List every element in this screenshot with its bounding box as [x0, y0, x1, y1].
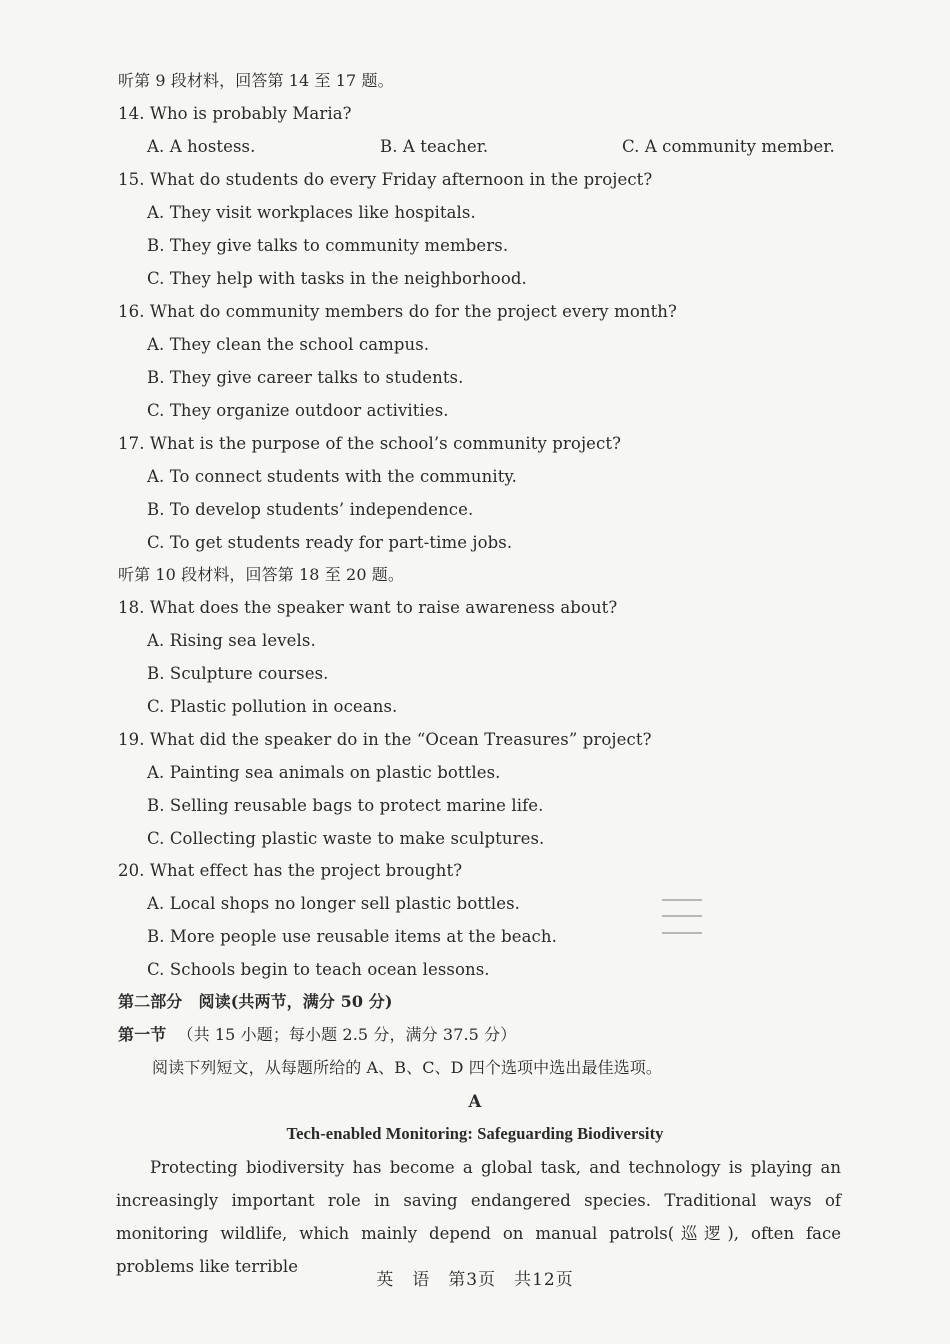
question-19-stem: 19. What did the speaker do in the “Ocean Treasures” project? — [118, 730, 652, 749]
q19-option-b: B. Selling reusable bags to protect marine life. — [147, 796, 544, 815]
q18-option-c: C. Plastic pollution in oceans. — [147, 697, 398, 716]
scan-mark — [662, 932, 702, 934]
q14-option-c: C. A community member. — [622, 137, 835, 156]
q15-option-c: C. They help with tasks in the neighborhood. — [147, 269, 527, 288]
q17-option-b: B. To develop students’ independence. — [147, 500, 474, 519]
question-14-options — [147, 133, 847, 161]
q17-option-c: C. To get students ready for part-time jobs. — [147, 533, 513, 552]
section-1-line — [118, 1021, 516, 1049]
q18-option-a: A. Rising sea levels. — [147, 631, 316, 650]
passage-text: Protecting biodiversity has become a global task, and technology is playing an increasingly important role in saving endangered species. Traditional ways of monitoring wildlife, which mainly depend on manual patrols(巡逻), often face problems like terrible — [116, 1158, 841, 1276]
question-14-stem: 14. Who is probably Maria? — [118, 104, 352, 123]
passage-title: Tech-enabled Monitoring: Safeguarding Biodiversity — [286, 1124, 664, 1143]
scan-mark — [662, 899, 702, 901]
q18-option-b: B. Sculpture courses. — [147, 664, 329, 683]
q16-option-b: B. They give career talks to students. — [147, 368, 464, 387]
section-1-info: （共 15 小题；每小题 2.5 分，满分 37.5 分） — [177, 1025, 517, 1044]
reading-instructions: 阅读下列短文，从每题所给的 A、B、C、D 四个选项中选出最佳选项。 — [152, 1058, 662, 1077]
q15-option-a: A. They visit workplaces like hospitals. — [147, 203, 476, 222]
section-1-label: 第一节 — [118, 1025, 167, 1044]
question-18-stem: 18. What does the speaker want to raise awareness about? — [118, 598, 618, 617]
section-9-header: 听第 9 段材料，回答第 14 至 17 题。 — [118, 71, 394, 90]
page-footer: 英 语 第3页 共12页 — [376, 1270, 574, 1290]
q20-option-a: A. Local shops no longer sell plastic bottles. — [147, 894, 520, 913]
q14-option-a: A. A hostess. — [147, 137, 256, 156]
q19-option-a: A. Painting sea animals on plastic bottles. — [147, 763, 501, 782]
q14-option-b: B. A teacher. — [380, 137, 489, 156]
q16-option-c: C. They organize outdoor activities. — [147, 401, 449, 420]
q17-option-a: A. To connect students with the community. — [147, 467, 518, 486]
passage-paragraph — [116, 1151, 841, 1283]
question-20-stem: 20. What effect has the project brought? — [118, 861, 463, 880]
q20-option-c: C. Schools begin to teach ocean lessons. — [147, 960, 490, 979]
scan-mark — [662, 915, 702, 917]
question-17-stem: 17. What is the purpose of the school’s community project? — [118, 434, 622, 453]
q16-option-a: A. They clean the school campus. — [147, 335, 430, 354]
part-2-heading: 第二部分 阅读(共两节，满分 50 分) — [118, 992, 393, 1011]
q15-option-b: B. They give talks to community members. — [147, 236, 509, 255]
q19-option-c: C. Collecting plastic waste to make sculptures. — [147, 829, 545, 848]
question-16-stem: 16. What do community members do for the project every month? — [118, 302, 677, 321]
passage-letter: A — [468, 1092, 482, 1111]
section-10-header: 听第 10 段材料，回答第 18 至 20 题。 — [118, 565, 404, 584]
question-15-stem: 15. What do students do every Friday afternoon in the project? — [118, 170, 653, 189]
q20-option-b: B. More people use reusable items at the beach. — [147, 927, 557, 946]
